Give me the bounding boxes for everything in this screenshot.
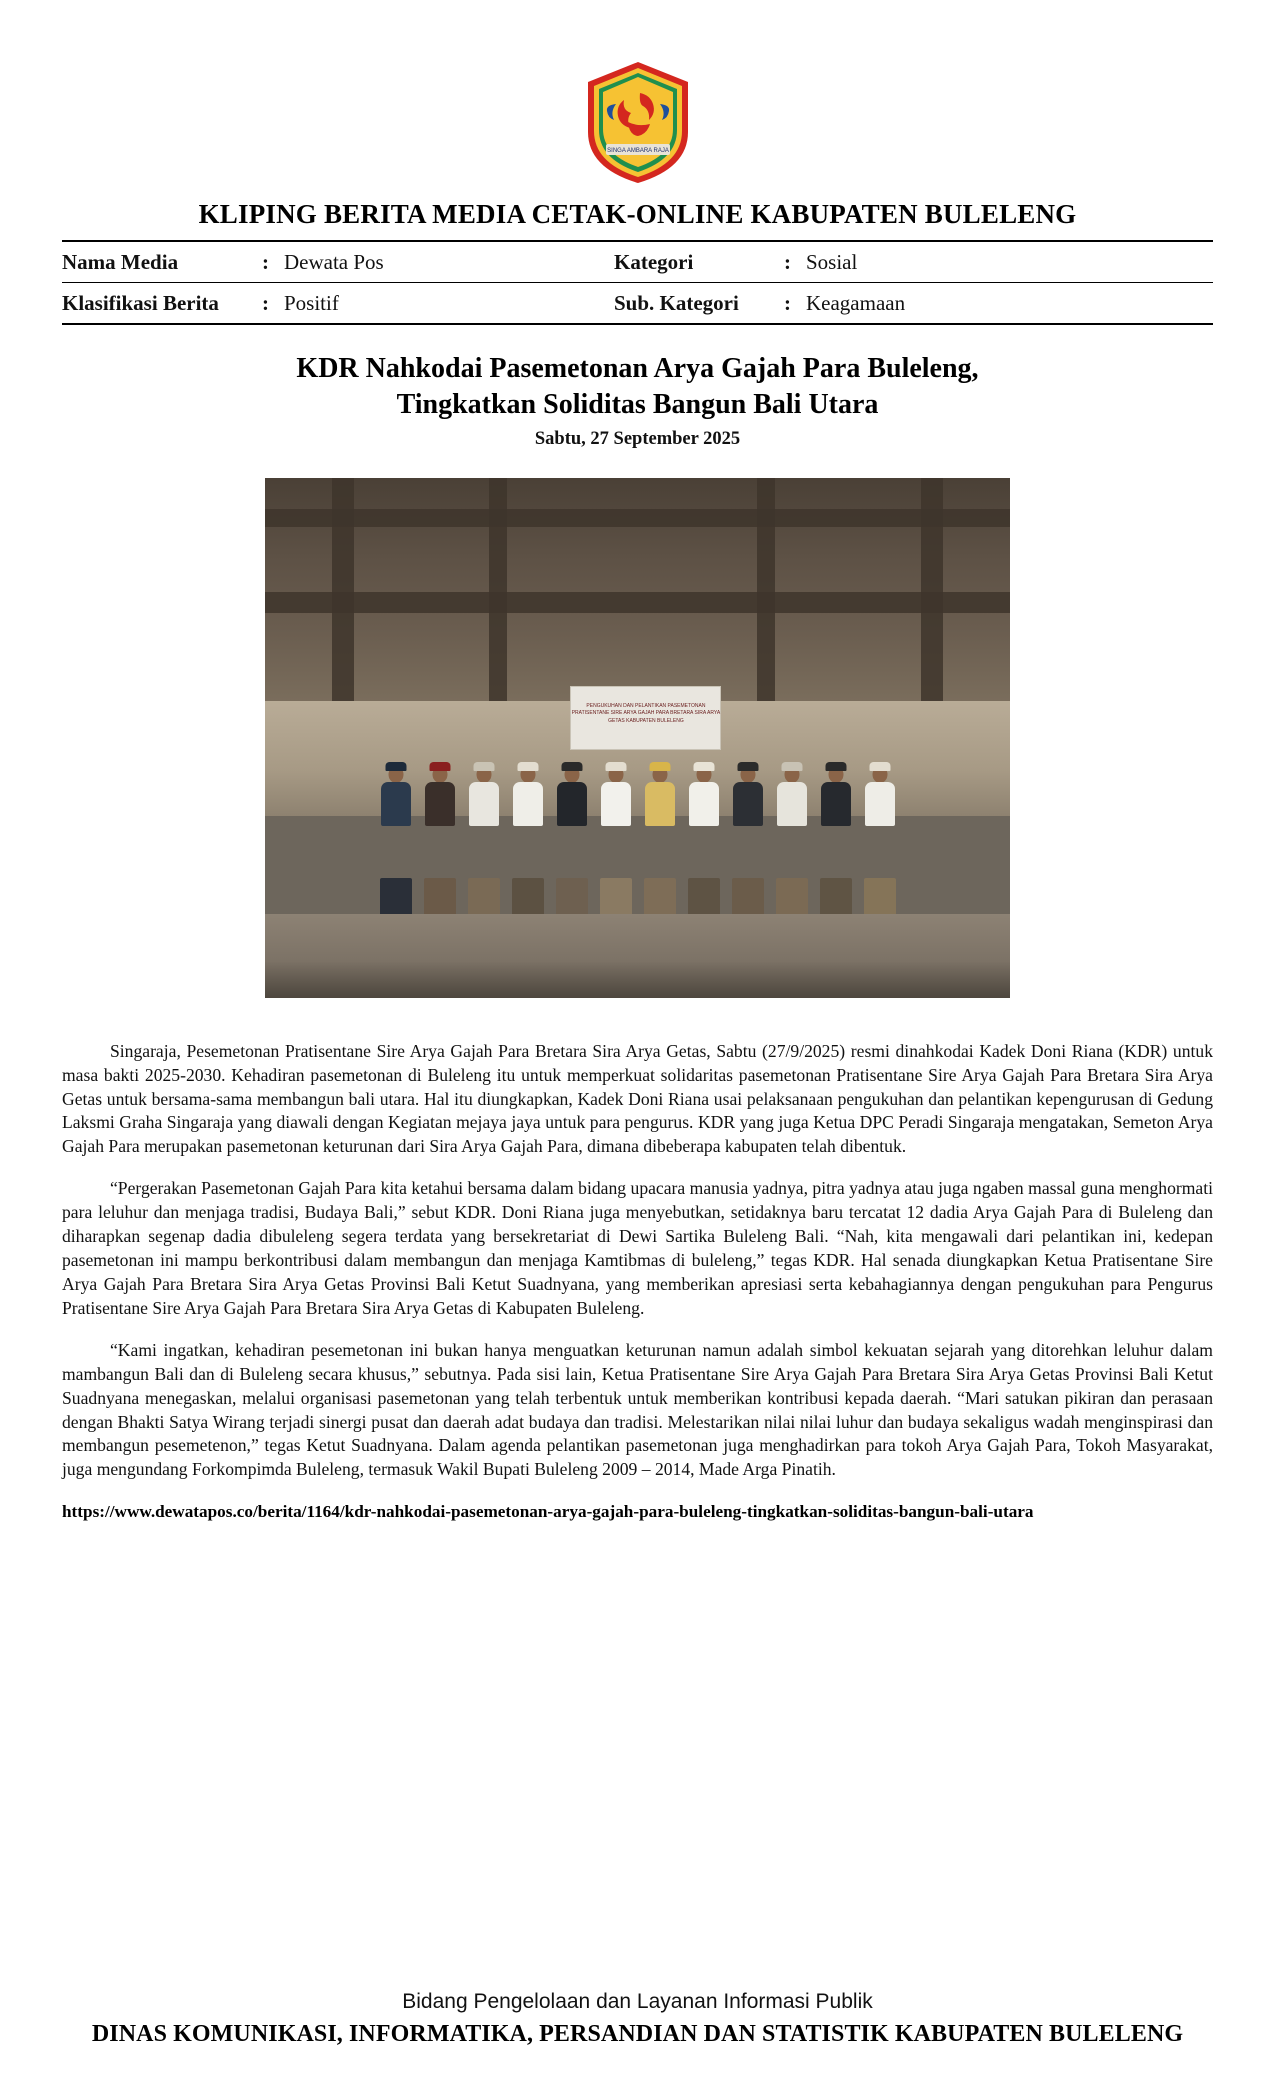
table-row [62,283,1213,323]
metadata-table-2 [62,283,1213,323]
footer [0,1990,1275,2048]
media-value: Dewata Pos [284,250,384,274]
category-value: Sosial [806,250,858,274]
person [815,764,857,920]
photo-event-banner [570,686,721,750]
person [463,764,505,920]
person [595,764,637,920]
media-colon: : [262,250,269,274]
person [639,764,681,920]
person [507,764,549,920]
svg-text:SINGA AMBARA RAJA: SINGA AMBARA RAJA [606,148,669,154]
paragraph: Singaraja, Pesemetonan Pratisentane Sire Arya Gajah Para Bretara Sira Arya Getas, Sabtu (27/9/2025) resmi dinahkodai Kadek Doni Riana (KDR) untuk masa bakti 2025-2030. Kehadiran pasemetonan di Buleleng itu untuk memperkuat solidaritas pasemetonan Pratisentane Sire Arya Gajah Para Bretara Sira Arya Getas untuk bersama-sama membangun bali utara. Hal itu diungkapkan, Kadek Doni Riana usai pelaksanaan pengukuhan dan pelantikan kepengurusan di Gedung Laksmi Graha Singaraja yang diawali dengan Kegiatan mejaya jaya untuk para pengurus. KDR yang juga Ketua DPC Peradi Singaraja mengatakan, Semeton Arya Gajah Para merupakan pasemetonan keturunan dari Sira Arya Gajah Para, dimana dibeberapa kabupaten telah dibentuk. [62,1040,1213,1157]
classification-label: Klasifikasi Berita [62,291,219,315]
category-colon: : [784,250,791,274]
photo-people-row [265,764,1010,920]
buleleng-regency-emblem-icon [584,60,692,185]
table-row [62,242,1213,282]
headline-line-1: KDR Nahkodai Pasemetonan Arya Gajah Para Buleleng, [296,353,979,384]
footer-line-1: Bidang Pengelolaan dan Layanan Informasi Publik [402,1990,873,2013]
article-headline [62,351,1213,423]
photo-beam [265,509,1010,527]
person [683,764,725,920]
subcategory-value: Keagamaan [806,291,906,315]
photo-beam [265,592,1010,613]
metadata-table [62,242,1213,282]
page-title: KLIPING BERITA MEDIA CETAK-ONLINE KABUPATEN BULELENG [198,199,1077,229]
person [727,764,769,920]
person [551,764,593,920]
person [375,764,417,920]
category-label: Kategori [614,250,694,274]
divider-meta-bottom [62,323,1213,325]
article-date: Sabtu, 27 September 2025 [534,428,741,449]
paragraph: “Kami ingatkan, kehadiran pesemetonan ini bukan hanya menguatkan keturunan namun adalah simbol kekuatan sejarah yang ditorehkan leluhur dalam mambangun Bali dan di Buleleng secara khusus,” sebutnya. Pada sisi lain, Ketua Pratisentane Sire Arya Gajah Para Bretara Sira Arya Getas Provinsi Bali Ketut Suadnyana menegaskan, melalui organisasi pasemetonan yang telah terbentuk untuk memberikan kontribusi kepada daerah. “Mari satukan pikiran dan perasaan dengan Bhakti Satya Wirang terjadi sinergi pusat dan daerah adat budaya dan tradisi. Melestarikan nilai nilai luhur dan budaya sekaligus wadah menginspirasi dan membangun pesemetenon,” tegas Ketut Suadnyana. Dalam agenda pelantikan pasemetonan juga menghadirkan para tokoh Arya Gajah Para, Tokoh Masyarakat, juga mengundang Forkompimda Buleleng, termasuk Wakil Bupati Buleleng 2009 – 2014, Made Arga Pinatih. [62,1339,1213,1480]
person [419,764,461,920]
person [859,764,901,920]
article-photo-container [62,478,1213,998]
article-body [62,1040,1213,1524]
photo-foreground-shadow [265,961,1010,997]
classification-colon: : [262,291,269,315]
subcategory-colon: : [784,291,791,315]
photo-banner-text: PENGUKUHAN DAN PELANTIKAN PASEMETONAN PRATISENTANE SIRE ARYA GAJAH PARA BRETARA SIRA ARYA GETAS KABUPATEN BULELENG [571,702,721,724]
classification-value: Positif [284,291,339,315]
media-label: Nama Media [62,250,179,274]
person [771,764,813,920]
footer-line-2: DINAS KOMUNIKASI, INFORMATIKA, PERSANDIAN DAN STATISTIK KABUPATEN BULELENG [91,2021,1184,2047]
source-url-link[interactable]: https://www.dewatapos.co/berita/1164/kdr-nahkodai-pasemetonan-arya-gajah-para-buleleng-tingkatkan-soliditas-bangun-bali-utara [62,1502,1034,1522]
paragraph: “Pergerakan Pasemetonan Gajah Para kita ketahui bersama dalam bidang upacara manusia yadnya, pitra yadnya atau juga ngaben massal guna menghormati para leluhur dan menjaga tradisi, Budaya Bali,” sebut KDR. Doni Riana juga menyebutkan, setidaknya baru tercatat 12 dadia Arya Gajah Para di Buleleng dan diharapkan segenap dadia dibuleleng segera terdata yang bersekretariat di Dewi Sartika Buleleng Bali. “Nah, kita mengawali dari pelantikan ini, kedepan pasemetonan ini mampu berkontribusi dalam membangun dan menjaga Kamtibmas di buleleng,” tegas KDR. Hal senada diungkapkan Ketua Pratisentane Sire Arya Gajah Para Bretara Sira Arya Getas Provinsi Bali Ketut Suadnyana, yang memberikan apresiasi serta kebahagiannya dengan pengukuhan para Pengurus Pratisentane Sire Arya Gajah Para Bretara Sira Arya Getas di Kabupaten Buleleng. [62,1178,1213,1318]
subcategory-label: Sub. Kategori [614,291,739,315]
logo-container [62,0,1213,185]
headline-line-2: Tingkatkan Soliditas Bangun Bali Utara [396,388,879,420]
article-photo [265,478,1010,998]
